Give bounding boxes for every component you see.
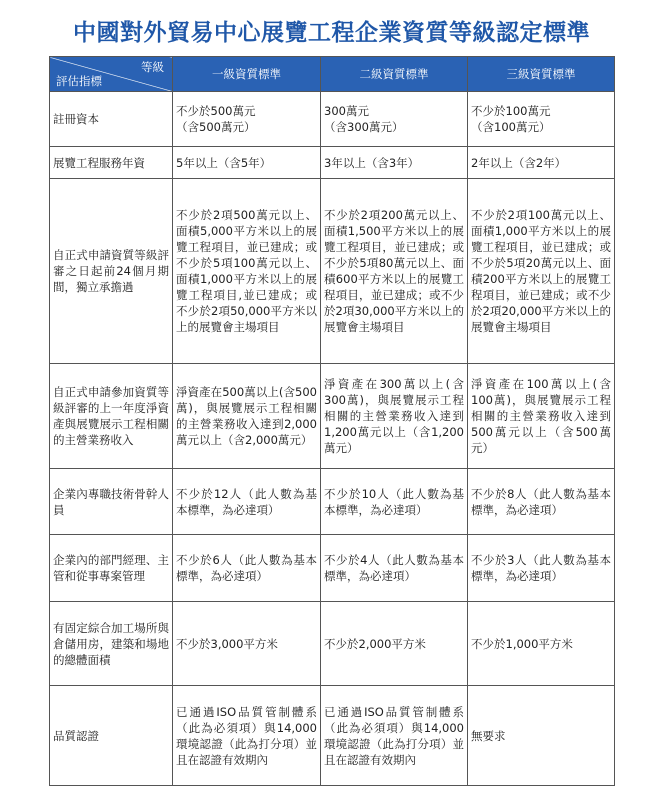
table-row (50, 469, 615, 535)
table-cell: 不少於2項500萬元以上、面積5,000平方米以上的展覽工程項目，並已建成；或不少於5項100萬元以上、面積1,000平方米以上的展覽工程項目,並已建成；或不少於2項50,000平方米以上的展覽會主場項目 (173, 179, 321, 364)
table-cell: 不少於12人（此人數為基本標準，為必達項） (173, 469, 321, 535)
table-row (50, 364, 615, 469)
corner-header (50, 57, 173, 92)
column-header-level-2: 二級資質標準 (321, 57, 468, 92)
table-cell: 不少於2項100萬元以上、面積1,000平方米以上的展覽工程項目，並已建成；或不少於5項20萬元以上、面積200平方米以上的展覽工程項目，並已建成；或不少於2項20,000平方米以上的展覽會主場項目 (468, 179, 615, 364)
table-cell: 不少於10人（此人數為基本標準，為必達項） (321, 469, 468, 535)
table-row (50, 92, 615, 147)
table-cell: 淨資產在100萬以上(含100萬)，與展覽展示工程相關的主營業務收入達到500萬元以上（含500萬元） (468, 364, 615, 469)
corner-criteria-label: 評估指標 (56, 74, 102, 88)
table-cell: 5年以上（含5年） (173, 147, 321, 179)
row-label: 企業內的部門經理、主管和從事專案管理 (50, 535, 173, 602)
table-cell: 不少於500萬元 （含500萬元） (173, 92, 321, 147)
table-cell: 不少於1,000平方米 (468, 602, 615, 686)
table-cell: 不少於3人（此人數為基本標準，為必達項） (468, 535, 615, 602)
table-cell: 無要求 (468, 686, 615, 786)
table-row (50, 602, 615, 686)
table-cell: 2年以上（含2年） (468, 147, 615, 179)
row-label: 註冊資本 (50, 92, 173, 147)
column-header-level-3: 三級資質標準 (468, 57, 615, 92)
page-title: 中國對外貿易中心展覽工程企業資質等級認定標準 (73, 20, 590, 46)
table-cell: 淨資產在500萬以上(含500萬)，與展覽展示工程相關的主營業務收入達到2,000萬元以上（含2,000萬元） (173, 364, 321, 469)
qualification-standards-table (49, 56, 615, 786)
row-label: 有固定綜合加工場所與倉儲用房，建築和場地的總體面積 (50, 602, 173, 686)
row-label: 自正式申請參加資質等級評審的上一年度淨資產與展覽展示工程相關的主營業務收入 (50, 364, 173, 469)
table-header-row (50, 57, 615, 92)
table-row (50, 535, 615, 602)
table-cell: 已通過ISO品質管制體系（此為必須項）與14,000環境認證（此為打分項）並且在認證有效期內 (321, 686, 468, 786)
table-cell: 300萬元 （含300萬元） (321, 92, 468, 147)
table-cell: 不少於3,000平方米 (173, 602, 321, 686)
table-row (50, 179, 615, 364)
table-cell: 不少於2,000平方米 (321, 602, 468, 686)
table-cell: 不少於100萬元 （含100萬元） (468, 92, 615, 147)
table-cell: 已通過ISO品質管制體系（此為必須項）與14,000環境認證（此為打分項）並且在認證有效期內 (173, 686, 321, 786)
table-row (50, 686, 615, 786)
corner-level-label: 等級 (141, 60, 164, 74)
row-label: 自正式申請資質等級評審之日起前24個月期間，獨立承擔過 (50, 179, 173, 364)
table-cell: 不少於2項200萬元以上、面積1,500平方米以上的展覽工程項目，並已建成；或不少於5項80萬元以上、面積600平方米以上的展覽工程項目，並已建成；或不少於2項30,000平方米以上的展覽會主場項目 (321, 179, 468, 364)
row-label: 展覽工程服務年資 (50, 147, 173, 179)
table-cell: 淨資產在300萬以上(含300萬)，與展覽展示工程相關的主營業務收入達到1,200萬元以上（含1,200萬元） (321, 364, 468, 469)
table-cell: 不少於4人（此人數為基本標準，為必達項） (321, 535, 468, 602)
row-label: 品質認證 (50, 686, 173, 786)
table-row (50, 147, 615, 179)
table-cell: 3年以上（含3年） (321, 147, 468, 179)
column-header-level-1: 一級資質標準 (173, 57, 321, 92)
table-cell: 不少於8人（此人數為基本標準，為必達項） (468, 469, 615, 535)
row-label: 企業內專職技術骨幹人員 (50, 469, 173, 535)
table-cell: 不少於6人（此人數為基本標準，為必達項） (173, 535, 321, 602)
